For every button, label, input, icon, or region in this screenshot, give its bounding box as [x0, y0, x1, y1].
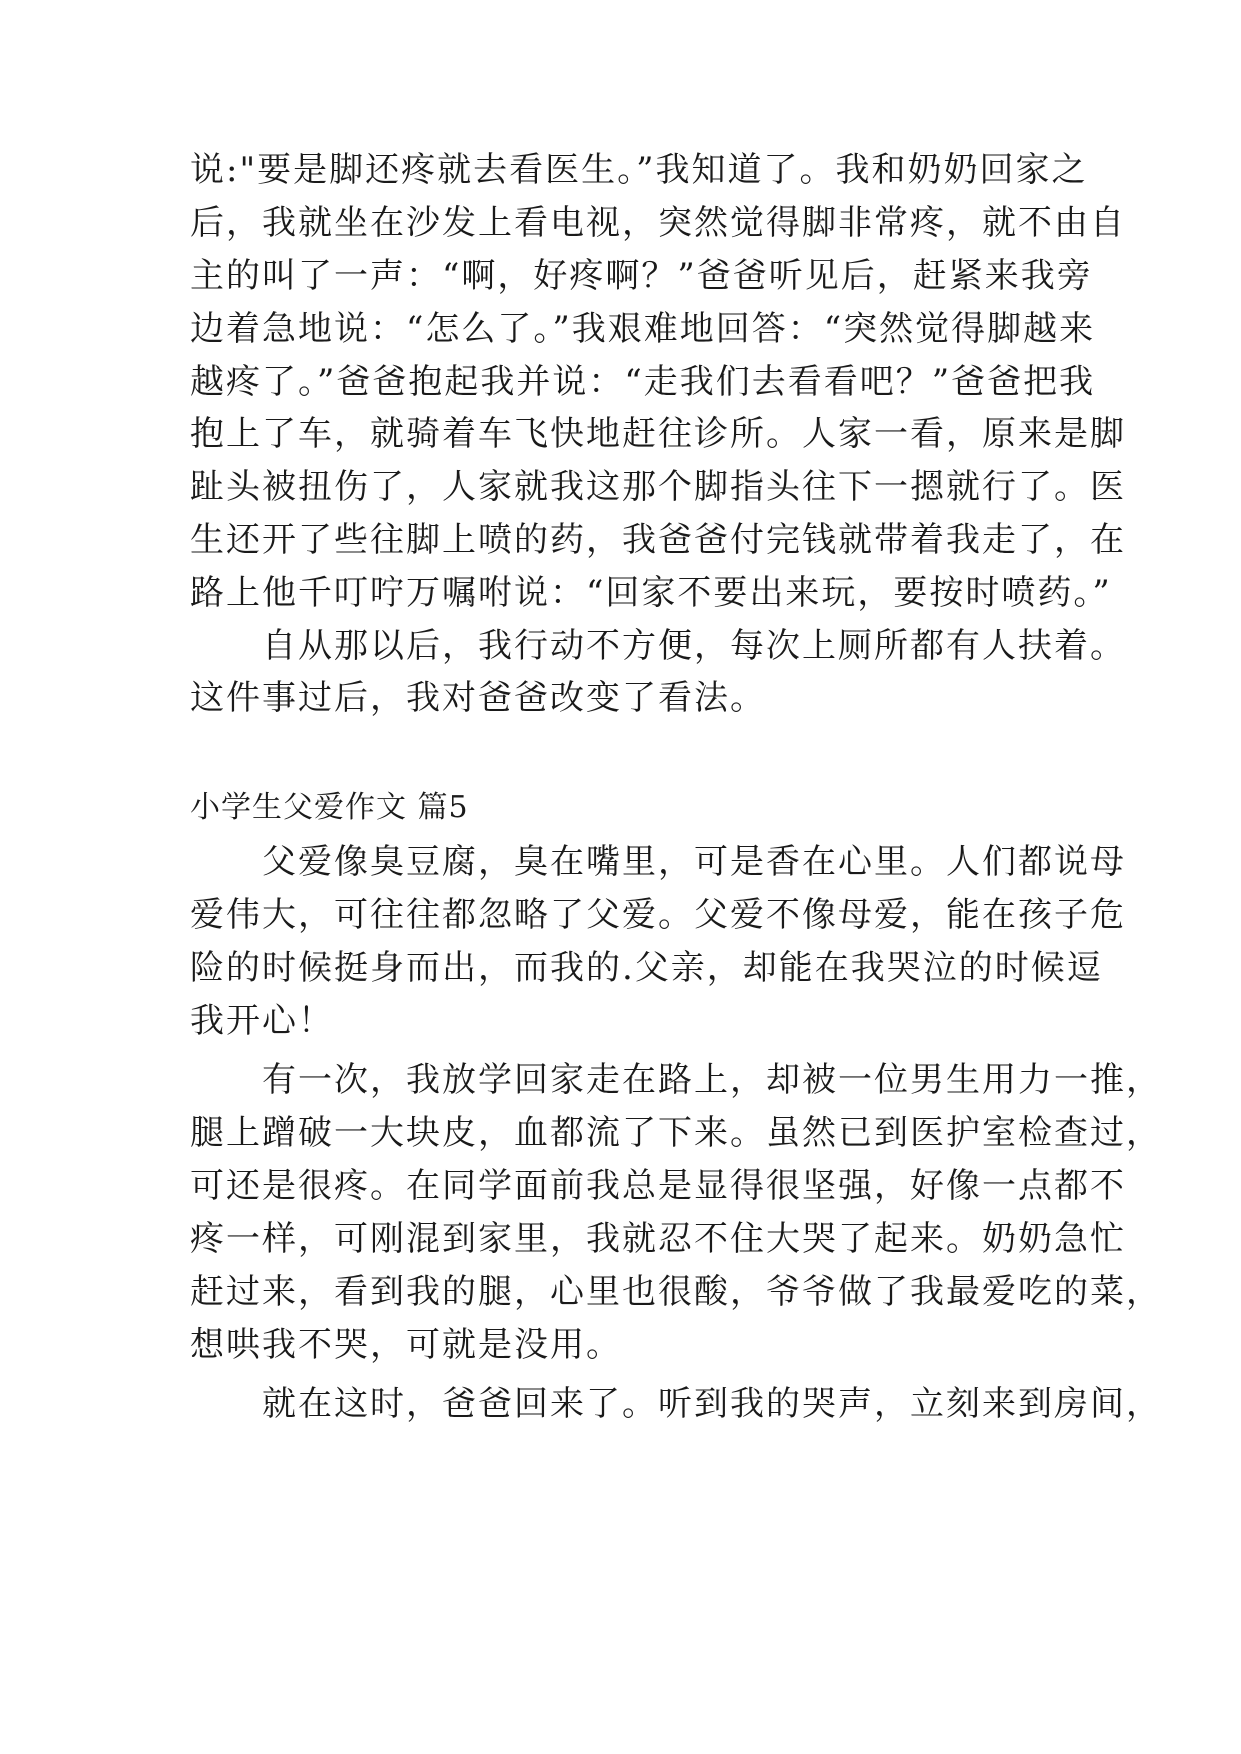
paragraph-line: 腿上蹭破一大块皮，血都流了下来。虽然已到医护室检查过，: [190, 1113, 1162, 1153]
paragraph-line: 可还是很疼。在同学面前我总是显得很坚强，好像一点都不: [190, 1166, 1126, 1206]
paragraph-line: 就在这时，爸爸回来了。听到我的哭声，立刻来到房间，: [190, 1384, 1162, 1424]
paragraph-line: 路上他千叮咛万嘱咐说：“回家不要出来玩，要按时喷药。”: [190, 573, 1112, 613]
paragraph-line: 说:"要是脚还疼就去看医生。”我知道了。我和奶奶回家之: [190, 150, 1088, 190]
paragraph-line: 自从那以后，我行动不方便，每次上厕所都有人扶着。: [190, 626, 1126, 666]
paragraph-line: 险的时候挺身而出，而我的.父亲，却能在我哭泣的时候逗: [190, 948, 1103, 988]
paragraph-line: 想哄我不哭，可就是没用。: [190, 1325, 622, 1365]
section-heading: 小学生父爱作文 篇5: [190, 790, 469, 825]
paragraph-line: 爱伟大，可往往都忽略了父爱。父爱不像母爱，能在孩子危: [190, 895, 1126, 935]
paragraph-line: 赶过来，看到我的腿，心里也很酸，爷爷做了我最爱吃的菜，: [190, 1272, 1162, 1312]
paragraph-line: 有一次，我放学回家走在路上，却被一位男生用力一推，: [190, 1060, 1162, 1100]
paragraph-line: 生还开了些往脚上喷的药，我爸爸付完钱就带着我走了，在: [190, 520, 1126, 560]
paragraph-line: 疼一样，可刚混到家里，我就忍不住大哭了起来。奶奶急忙: [190, 1219, 1126, 1259]
paragraph-line: 我开心！: [190, 1001, 334, 1041]
paragraph-line: 边着急地说：“怎么了。”我艰难地回答：“突然觉得脚越来: [190, 309, 1096, 349]
paragraph-line: 父爱像臭豆腐，臭在嘴里，可是香在心里。人们都说母: [190, 842, 1126, 882]
paragraph-line: 越疼了。”爸爸抱起我并说：“走我们去看看吧？”爸爸把我: [190, 362, 1096, 402]
paragraph-line: 这件事过后，我对爸爸改变了看法。: [190, 678, 766, 718]
paragraph-line: 抱上了车，就骑着车飞快地赶往诊所。人家一看，原来是脚: [190, 414, 1126, 454]
paragraph-line: 后，我就坐在沙发上看电视，突然觉得脚非常疼，就不由自: [190, 203, 1126, 243]
paragraph-line: 趾头被扭伤了，人家就我这那个脚指头往下一摁就行了。医: [190, 467, 1126, 507]
paragraph-line: 主的叫了一声：“啊，好疼啊？”爸爸听见后，赶紧来我旁: [190, 256, 1093, 296]
